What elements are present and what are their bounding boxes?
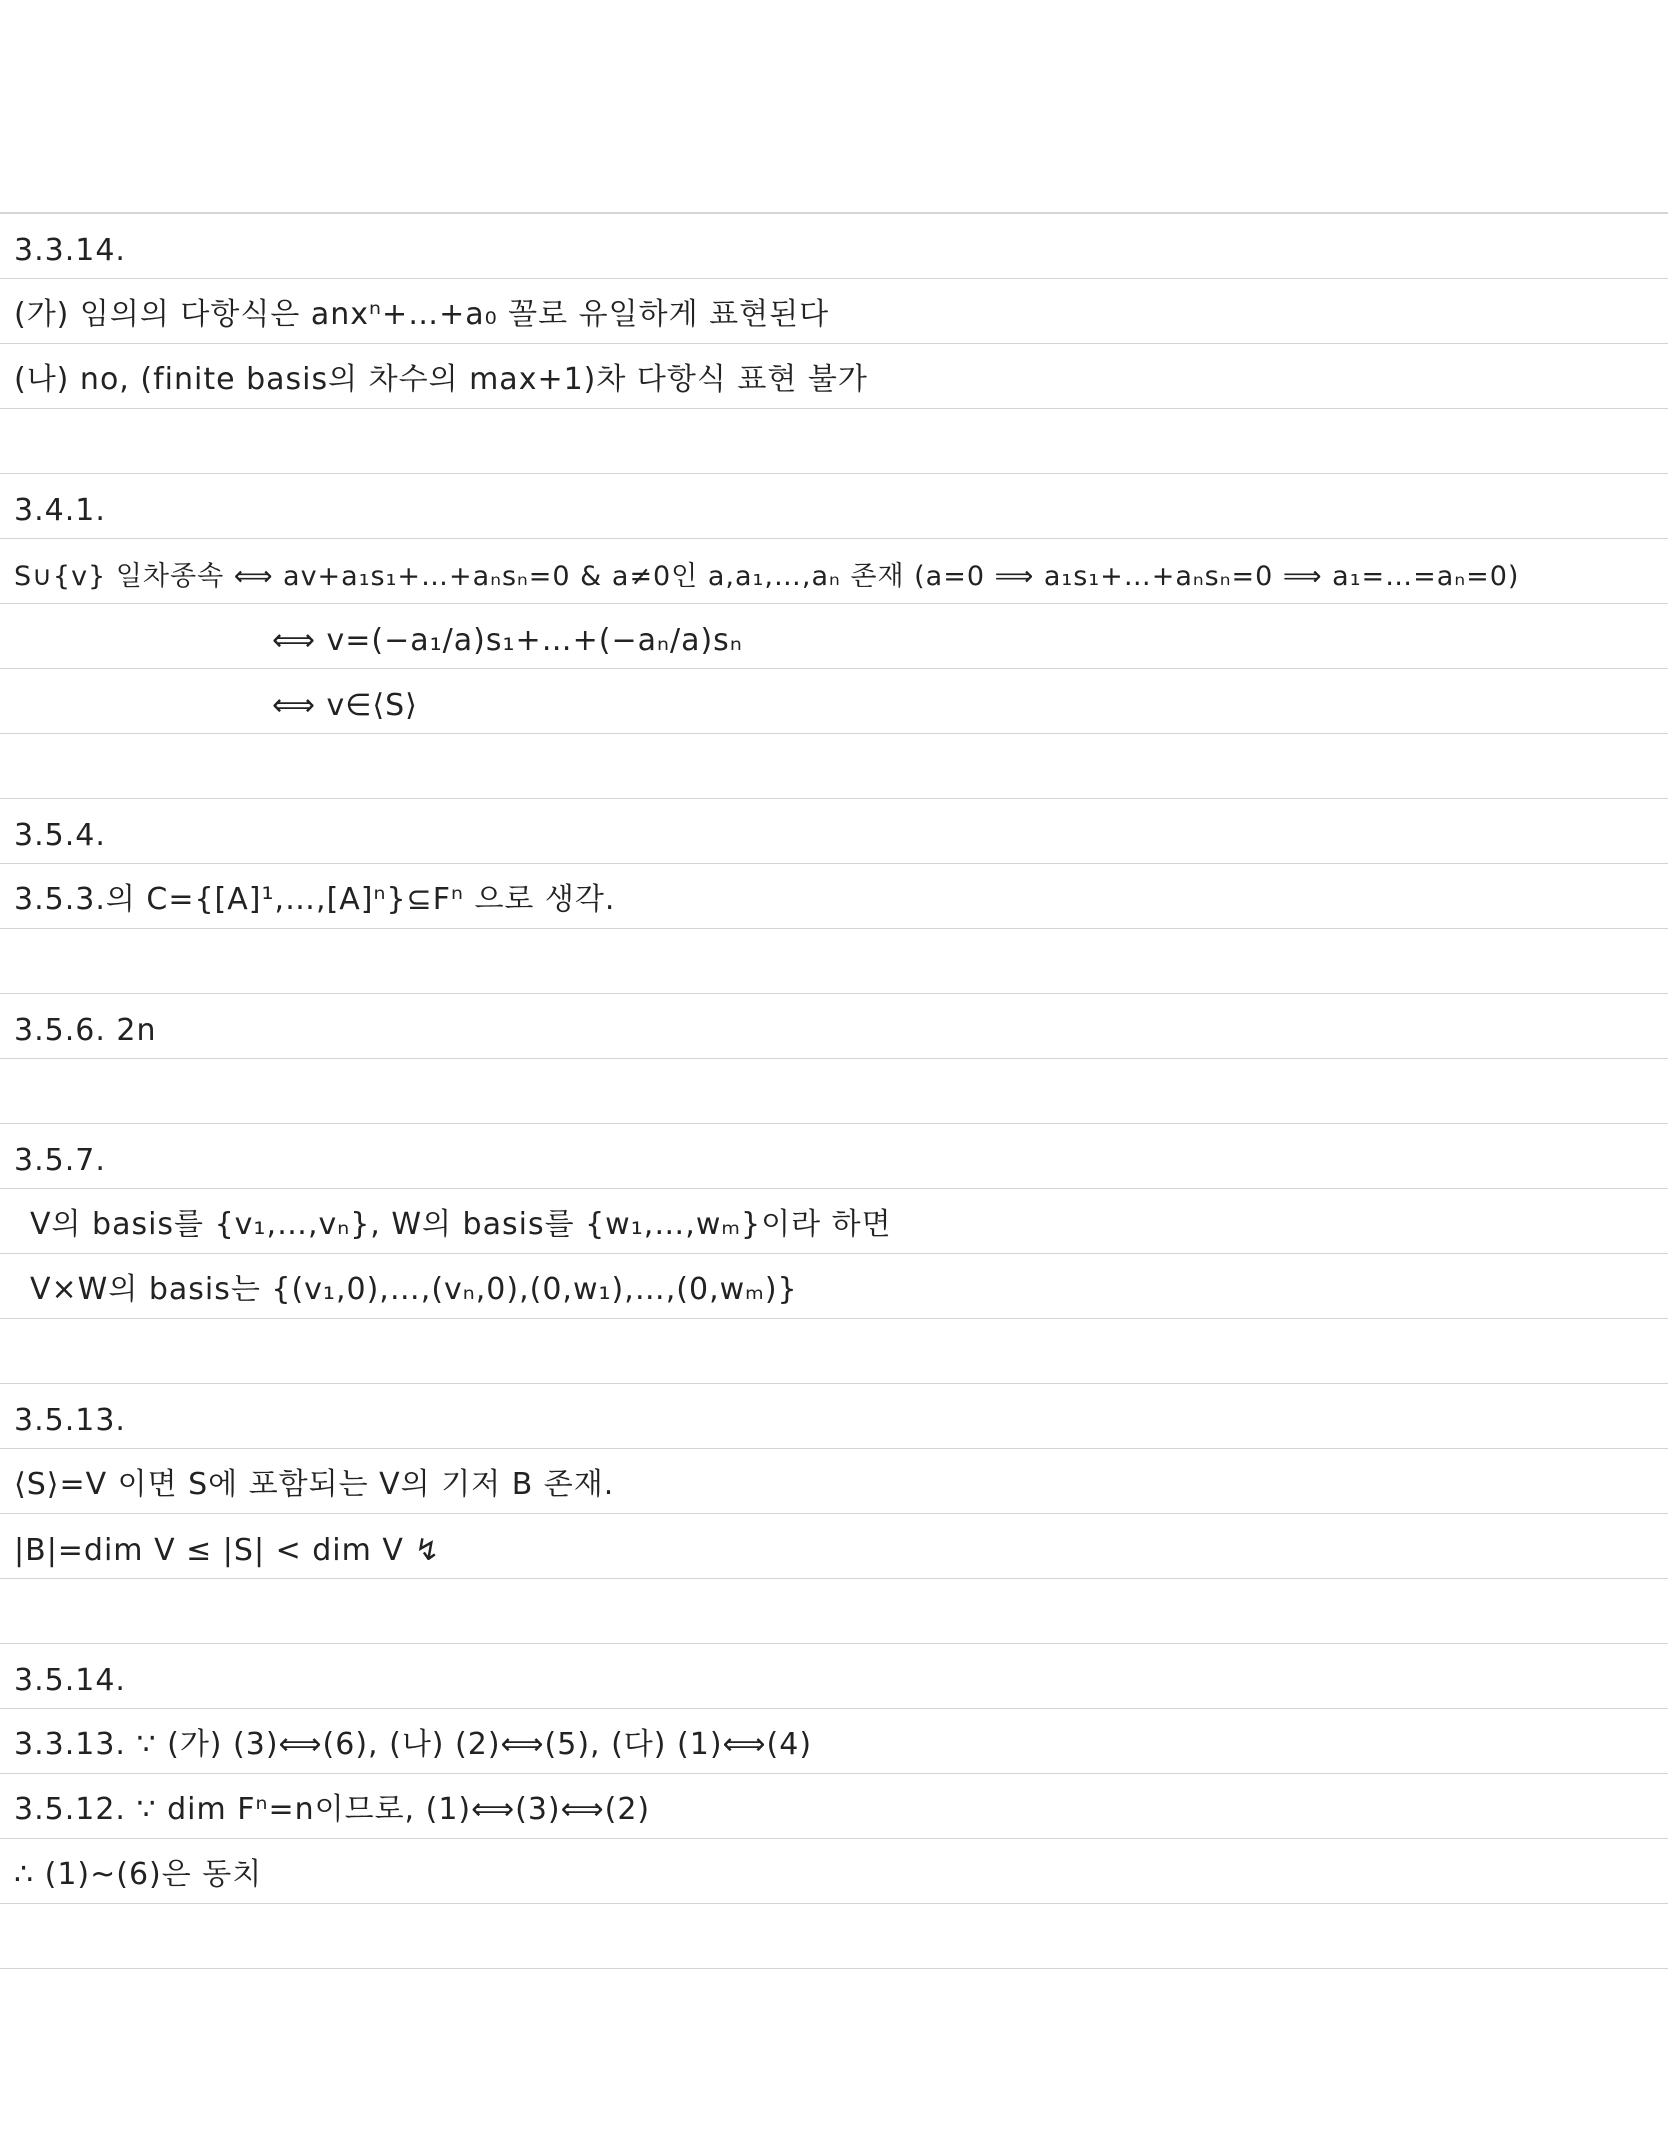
note-line [0,1838,1668,1903]
note-text: |B|=dim V ≤ |S| < dim V ↯ [14,1533,441,1568]
note-text: ⟺ v=(−a₁/a)s₁+…+(−aₙ/a)sₙ [272,623,743,658]
note-line [0,343,1668,408]
note-line [0,1708,1668,1773]
note-line [0,928,1668,993]
note-text: (나) no, (finite basis의 차수의 max+1)차 다항식 표현 불가 [14,362,868,397]
note-text: ∴ (1)~(6)은 동치 [14,1857,263,1892]
note-line [0,798,1668,863]
exercise-heading: 3.4.1. [14,493,106,528]
note-text: (가) 임의의 다항식은 anxⁿ+…+a₀ 꼴로 유일하게 표현된다 [14,297,830,332]
note-line [0,1578,1668,1643]
note-text: 3.5.12. ∵ dim Fⁿ=n이므로, (1)⟺(3)⟺(2) [14,1792,651,1827]
ruled-line [0,1968,1668,1969]
note-line [0,603,1668,668]
note-text: V의 basis를 {v₁,…,vₙ}, W의 basis를 {w₁,…,wₘ}이라 하면 [30,1207,892,1242]
note-line [0,473,1668,538]
note-line [0,538,1668,603]
exercise-heading: 3.5.13. [14,1403,126,1438]
exercise-heading: 3.5.7. [14,1143,106,1178]
note-line [0,1383,1668,1448]
note-line [0,1773,1668,1838]
note-line [0,1448,1668,1513]
note-line [0,1643,1668,1708]
note-line [0,1123,1668,1188]
exercise-heading: 3.3.14. [14,233,126,268]
note-text: 3.3.13. ∵ (가) (3)⟺(6), (나) (2)⟺(5), (다) (1)⟺(4) [14,1727,813,1762]
note-line [0,993,1668,1058]
ruled-line [0,1903,1668,1904]
note-line [0,408,1668,473]
note-line [0,1318,1668,1383]
note-text: 3.5.3.의 C={[A]¹,…,[A]ⁿ}⊆Fⁿ 으로 생각. [14,882,616,917]
note-text: S∪{v} 일차종속 ⟺ av+a₁s₁+…+aₙsₙ=0 & a≠0인 a,a₁,…,aₙ 존재 (a=0 ⟹ a₁s₁+…+aₙsₙ=0 ⟹ a₁=…=aₙ=0) [14,561,1520,592]
note-line [0,278,1668,343]
exercise-heading: 3.5.4. [14,818,106,853]
note-text: V×W의 basis는 {(v₁,0),…,(vₙ,0),(0,w₁),…,(0,wₘ)} [30,1272,798,1307]
note-line [0,668,1668,733]
note-line [0,1058,1668,1123]
note-line [0,1253,1668,1318]
note-line [0,1513,1668,1578]
note-line [0,863,1668,928]
note-line [0,213,1668,278]
exercise-heading: 3.5.14. [14,1663,126,1698]
note-line [0,733,1668,798]
note-text: ⟨S⟩=V 이면 S에 포함되는 V의 기저 B 존재. [14,1467,615,1502]
exercise-heading: 3.5.6. 2n [14,1013,157,1048]
note-line [0,1188,1668,1253]
note-text: ⟺ v∈⟨S⟩ [272,688,418,723]
